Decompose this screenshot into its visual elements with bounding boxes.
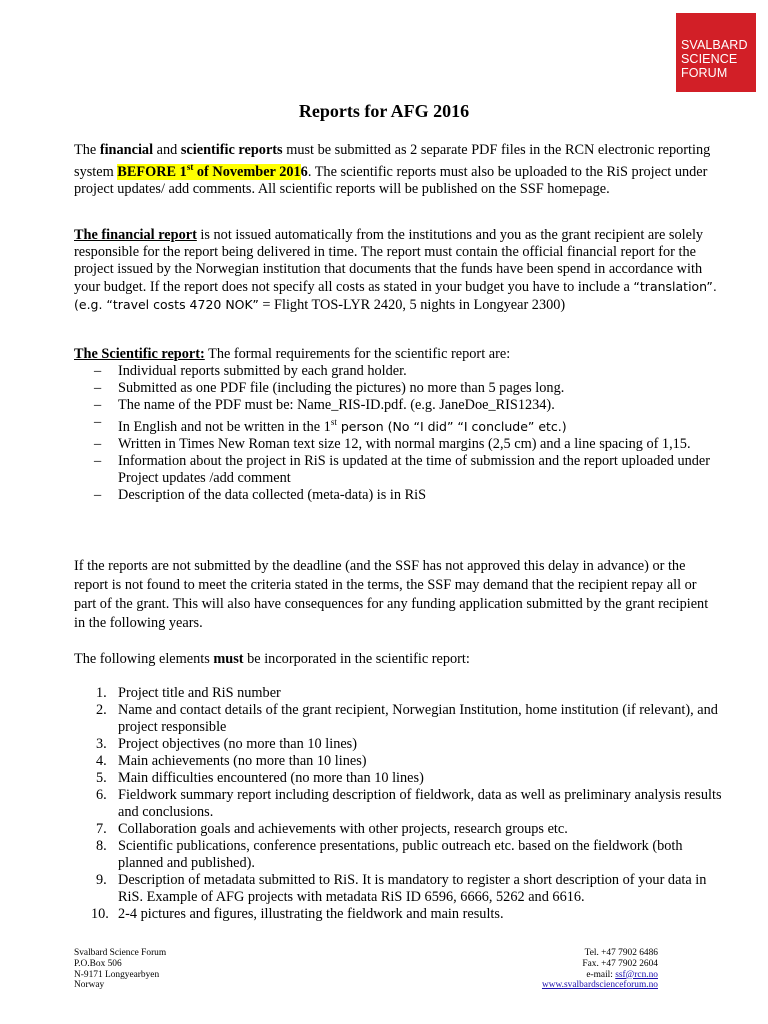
logo-text [681, 38, 748, 80]
list-item: – In English and not be written in the 1st person (No “I did” “I conclude” etc.) [94, 414, 567, 435]
list-item: – Information about the project in RiS is updated at the time of submission and the report uploaded under Project updates /add comment [94, 452, 711, 486]
logo-line-3: FORUM [681, 66, 728, 80]
list-item: 2. Name and contact details of the grant recipient, Norwegian Institution, home institution (if relevant), and project responsible [96, 702, 718, 735]
list-item: 6. Fieldwork summary report including description of fieldwork, data as well as preliminary analysis results and conclusions. [96, 787, 722, 820]
logo-line-1: SVALBARD [681, 38, 748, 52]
required-elements-list [91, 685, 724, 923]
svalbard-science-forum-logo [676, 13, 756, 92]
list-item: – Written in Times New Roman text size 12, with normal margins (2,5 cm) and a line spacing of 1,15. [94, 435, 691, 452]
translation-example: “translation”. (e.g. “travel costs 4720 NOK” [74, 279, 717, 312]
footer-address [74, 948, 166, 991]
financial-word: financial [99, 142, 154, 158]
list-item: 7. Collaboration goals and achievements with other projects, research groups etc. [96, 821, 568, 837]
footer-tel: Tel. +47 7902 6486 [584, 948, 658, 958]
footer-box: P.O.Box 506 [74, 958, 122, 969]
footer-country: Norway [74, 980, 105, 991]
footer-email-line: e-mail: ssf@rcn.no [586, 969, 658, 980]
list-item: 3. Project objectives (no more than 10 lines) [96, 736, 358, 752]
financial-report-heading: The financial report [74, 227, 197, 243]
deadline-paragraph: If the reports are not submitted by the deadline (and the SSF has not approved this delay in advance) or the report is not found to meet the criteria stated in the terms, the SSF may demand that the recipient repay all or part of the grant. This will also have consequences for any funding application submitted by the grant recipient in the following years. [74, 558, 709, 631]
list-item: 9. Description of metadata submitted to RiS. It is mandatory to register a short description of your data in RiS. Example of AFG projects with metadata RiS ID 6596, 6666, 5262 and 6616. [96, 872, 707, 905]
scientific-reports-word: scientific reports [180, 142, 283, 158]
must-word: must [213, 651, 244, 667]
list-item: 1. Project title and RiS number [96, 685, 281, 701]
list-item: 8. Scientific publications, conference presentations, public outreach etc. based on the fieldwork (both planned and published). [96, 838, 683, 871]
list-item: 10. 2-4 pictures and figures, illustrating the fieldwork and main results. [91, 906, 504, 922]
list-item: – Submitted as one PDF file (including the pictures) no more than 5 pages long. [94, 380, 565, 396]
footer-org: Svalbard Science Forum [74, 948, 167, 958]
financial-report-paragraph: The financial report is not issued automatically from the institutions and you as the grant recipient are solely responsible for the report being delivered in time. The report must contain the official financial report for the project issued by the Norwegian institution that documents that the funds have been spend in accordance with your budget. If the report does not specify all costs as stated in your budget you have to include a “translation”. (e.g. “travel costs 4720 NOK” = Flight TOS-LYR 2420, 5 nights in Longyear 2300) [74, 227, 717, 313]
page-title: Reports for AFG 2016 [298, 101, 470, 121]
footer-fax: Fax. +47 7902 2604 [582, 958, 658, 969]
footer-contact [542, 948, 658, 991]
list-item: 4. Main achievements (no more than 10 lines) [96, 753, 367, 769]
scientific-report-lead: The Scientific report: The formal requirements for the scientific report are: [74, 346, 511, 362]
elements-lead: The following elements must be incorporated in the scientific report: [74, 651, 470, 667]
list-item: – Individual reports submitted by each grand holder. [94, 363, 407, 379]
list-item: – The name of the PDF must be: Name_RIS-ID.pdf. (e.g. JaneDoe_RIS1234). [94, 397, 555, 413]
list-item: 5. Main difficulties encountered (no more than 10 lines) [96, 770, 424, 786]
website-link[interactable]: www.svalbardscienceforum.no [541, 980, 658, 991]
logo-line-2: SCIENCE [681, 52, 738, 66]
footer-city: N-9171 Longyearbyen [74, 969, 160, 980]
list-item: – Description of the data collected (meta-data) is in RiS [94, 486, 427, 503]
intro-paragraph: The financial and scientific reports must be submitted as 2 separate PDF files in the RCN electronic reporting system BEFORE 1st of November 2016. The scientific reports must also be uploaded to the RiS project under project updates/ add comments. All scientific reports will be published on the SSF homepage. [74, 142, 711, 197]
scientific-requirements-list [94, 363, 724, 504]
scientific-report-heading: The Scientific report: [74, 346, 205, 362]
email-link[interactable]: ssf@rcn.no [615, 969, 658, 980]
deadline-highlight: BEFORE 1st of November 201 [117, 162, 301, 180]
